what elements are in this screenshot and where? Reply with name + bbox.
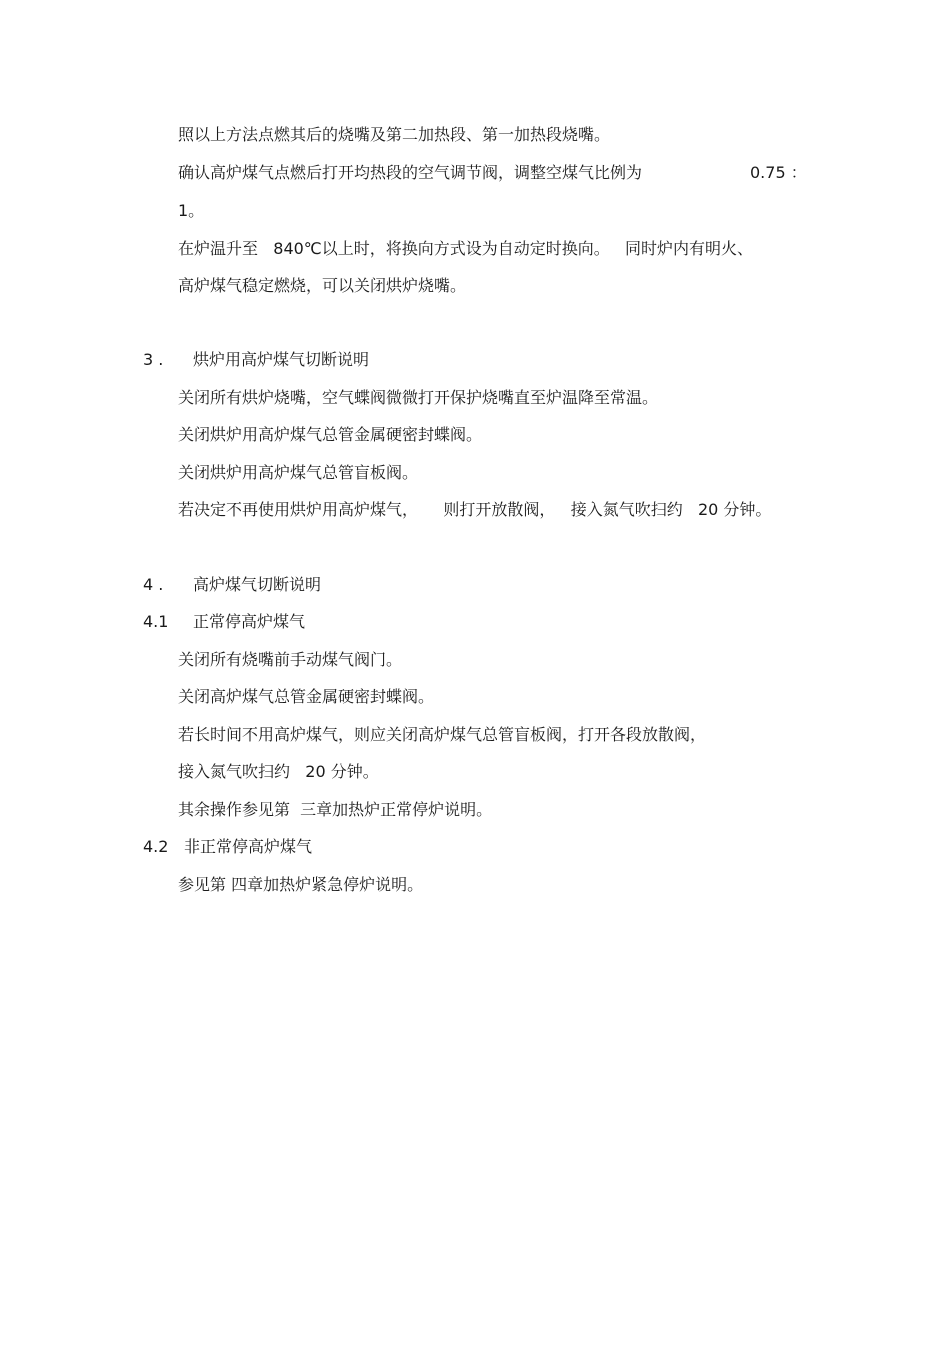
section-number: 4 .	[143, 575, 164, 594]
ratio-value: 0.75 ：	[750, 163, 807, 182]
paragraph-line: 其余操作参见第 三章加热炉正常停炉说明。	[178, 800, 493, 819]
section-title: 烘炉用高炉煤气切断说明	[193, 350, 370, 369]
paragraph-line: 若长时间不用高炉煤气，则应关闭高炉煤气总管盲板阀，打开各段放散阀，	[178, 725, 707, 744]
paragraph-line: 高炉煤气稳定燃烧，可以关闭烘炉烧嘴。	[178, 276, 467, 295]
paragraph-line: 关闭所有烧嘴前手动煤气阀门。	[178, 650, 403, 669]
paragraph-line: 参见第 四章加热炉紧急停炉说明。	[178, 875, 424, 894]
section-title: 高炉煤气切断说明	[193, 575, 322, 594]
paragraph-line: 接入氮气吹扫约 20 分钟。	[178, 762, 379, 781]
subsection-title: 非正常停高炉煤气	[184, 837, 313, 856]
paragraph-line: 关闭烘炉用高炉煤气总管盲板阀。	[178, 463, 419, 482]
section-number: 3 .	[143, 350, 164, 369]
paragraph-line: 关闭高炉煤气总管金属硬密封蝶阀。	[178, 687, 435, 706]
paragraph-line: 关闭所有烘炉烧嘴，空气蝶阀微微打开保护烧嘴直至炉温降至常温。	[178, 388, 659, 407]
subsection-title: 正常停高炉煤气	[193, 612, 306, 631]
paragraph-line: 若决定不再使用烘炉用高炉煤气， 则打开放散阀， 接入氮气吹扫约 20 分钟。	[178, 500, 772, 519]
paragraph-line: 关闭烘炉用高炉煤气总管金属硬密封蝶阀。	[178, 425, 483, 444]
paragraph-line: 确认高炉煤气点燃后打开均热段的空气调节阀，调整空煤气比例为	[178, 163, 643, 182]
paragraph-line: 照以上方法点燃其后的烧嘴及第二加热段、第一加热段烧嘴。	[178, 125, 611, 144]
paragraph-line: 1。	[178, 201, 205, 220]
subsection-number: 4.2	[143, 837, 169, 856]
subsection-number: 4.1	[143, 612, 169, 631]
paragraph-line: 在炉温升至 840℃以上时，将换向方式设为自动定时换向。 同时炉内有明火、	[178, 239, 754, 258]
